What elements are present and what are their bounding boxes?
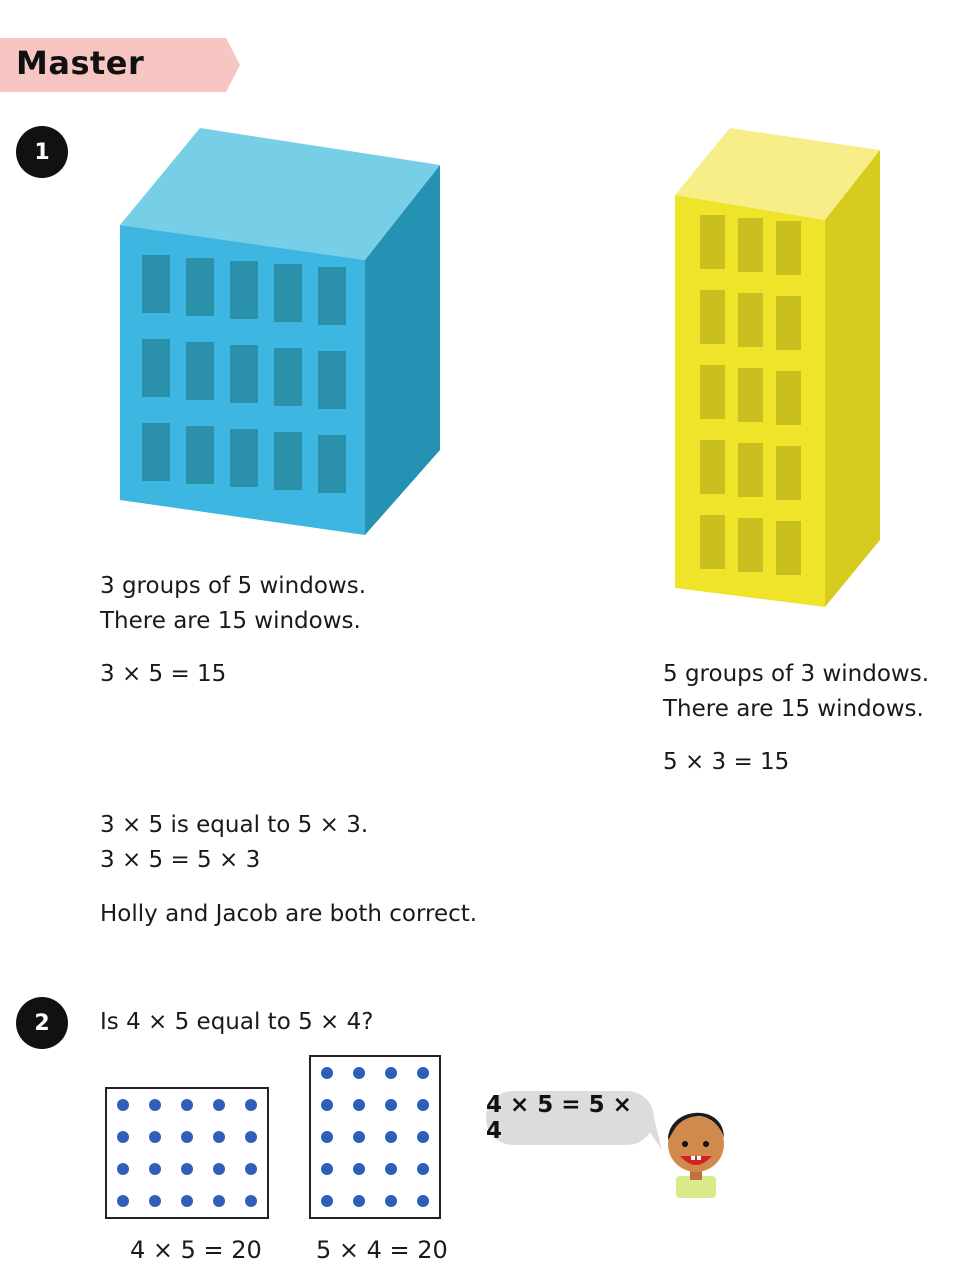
boy-character — [660, 1096, 732, 1198]
array-dot — [213, 1195, 225, 1207]
blue-window — [186, 258, 214, 316]
blue-window — [142, 255, 170, 313]
array-dot — [353, 1195, 365, 1207]
speech-bubble — [486, 1091, 654, 1145]
yellow-window — [738, 443, 763, 497]
array-dot — [353, 1131, 365, 1143]
array-dot — [385, 1163, 397, 1175]
question-2-prompt: Is 4 × 5 equal to 5 × 4? — [100, 1009, 374, 1035]
array-dot — [321, 1163, 333, 1175]
array-dot — [353, 1067, 365, 1079]
blue-description-line-1: 3 groups of 5 windows. — [100, 573, 367, 599]
blue-window — [274, 432, 302, 490]
array-dot — [245, 1195, 257, 1207]
array-dot — [321, 1131, 333, 1143]
array-dot — [417, 1195, 429, 1207]
yellow-window — [776, 296, 801, 350]
array-dot — [385, 1131, 397, 1143]
yellow-window — [700, 215, 725, 269]
array-dot — [245, 1163, 257, 1175]
blue-window — [274, 264, 302, 322]
array-dot — [417, 1067, 429, 1079]
array-dot — [181, 1163, 193, 1175]
speech-bubble-text: 4 × 5 = 5 × 4 — [486, 1092, 632, 1144]
blue-window — [142, 423, 170, 481]
array-dot — [117, 1131, 129, 1143]
blue-window — [318, 351, 346, 409]
blue-window — [230, 345, 258, 403]
dot-array-4-by-5 — [105, 1087, 269, 1219]
array-dot — [321, 1067, 333, 1079]
section-title: Master — [16, 44, 145, 82]
yellow-building-image — [670, 120, 885, 615]
array-b-caption: 5 × 4 = 20 — [316, 1236, 448, 1264]
yellow-building-description — [663, 657, 929, 727]
array-dot — [117, 1195, 129, 1207]
dot-array-5-by-4 — [309, 1055, 441, 1219]
array-dot — [117, 1099, 129, 1111]
conclusion — [100, 808, 368, 878]
array-dot — [149, 1131, 161, 1143]
array-dot — [417, 1131, 429, 1143]
array-dot — [385, 1067, 397, 1079]
blue-window — [142, 339, 170, 397]
yellow-window — [700, 290, 725, 344]
yellow-window — [738, 293, 763, 347]
yellow-window — [738, 518, 763, 572]
array-dot — [385, 1195, 397, 1207]
array-dot — [385, 1099, 397, 1111]
blue-window — [186, 342, 214, 400]
yellow-window — [700, 440, 725, 494]
yellow-window — [738, 368, 763, 422]
yellow-description-line-1: 5 groups of 3 windows. — [663, 661, 930, 687]
yellow-window — [776, 521, 801, 575]
blue-window — [318, 435, 346, 493]
array-dot — [213, 1131, 225, 1143]
blue-description-line-2: There are 15 windows. — [100, 608, 361, 634]
blue-building-image — [110, 120, 450, 540]
array-a-caption: 4 × 5 = 20 — [130, 1236, 262, 1264]
blue-window — [318, 267, 346, 325]
array-dot — [245, 1099, 257, 1111]
array-dot — [149, 1195, 161, 1207]
array-dot — [181, 1195, 193, 1207]
array-dot — [213, 1163, 225, 1175]
conclusion-line-2: 3 × 5 = 5 × 3 — [100, 847, 261, 873]
blue-window — [230, 261, 258, 319]
array-dot — [417, 1099, 429, 1111]
yellow-equation: 5 × 3 = 15 — [663, 749, 790, 775]
yellow-window — [700, 365, 725, 419]
array-dot — [181, 1099, 193, 1111]
array-dot — [321, 1099, 333, 1111]
question-number-1: 1 — [16, 126, 68, 178]
array-dot — [321, 1195, 333, 1207]
yellow-window — [738, 218, 763, 272]
array-dot — [117, 1163, 129, 1175]
array-dot — [149, 1163, 161, 1175]
yellow-description-line-2: There are 15 windows. — [663, 696, 924, 722]
blue-equation: 3 × 5 = 15 — [100, 661, 227, 687]
array-dot — [353, 1163, 365, 1175]
blue-window — [186, 426, 214, 484]
yellow-window — [776, 446, 801, 500]
array-dot — [213, 1099, 225, 1111]
array-dot — [417, 1163, 429, 1175]
conclusion-line-3: Holly and Jacob are both correct. — [100, 901, 478, 927]
array-dot — [353, 1099, 365, 1111]
blue-window — [274, 348, 302, 406]
blue-building-description — [100, 569, 366, 639]
array-dot — [245, 1131, 257, 1143]
question-number-2: 2 — [16, 997, 68, 1049]
blue-window — [230, 429, 258, 487]
conclusion-line-1: 3 × 5 is equal to 5 × 3. — [100, 812, 369, 838]
yellow-window — [776, 371, 801, 425]
array-dot — [181, 1131, 193, 1143]
yellow-window — [700, 515, 725, 569]
array-dot — [149, 1099, 161, 1111]
yellow-window — [776, 221, 801, 275]
